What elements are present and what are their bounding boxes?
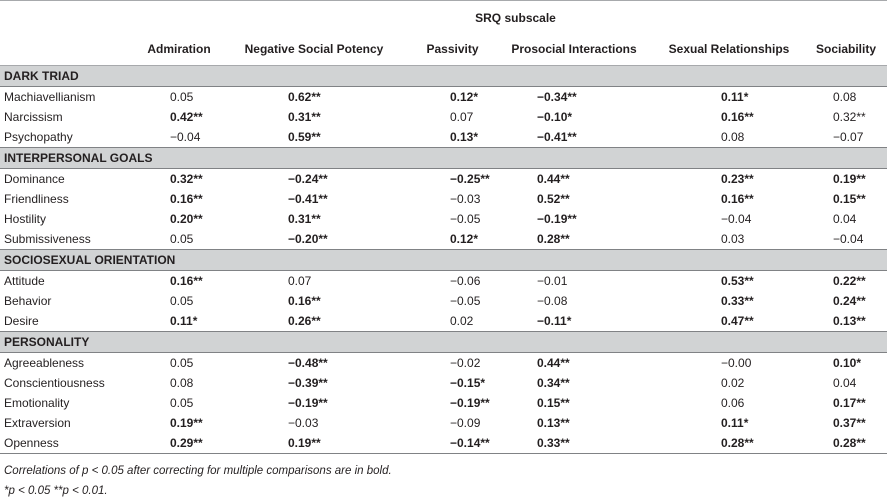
table-cell: 0.29**: [140, 433, 218, 454]
table-cell: 0.28**: [537, 232, 570, 246]
section-title: PERSONALITY: [0, 332, 887, 353]
table-cell: −0.14**: [410, 433, 495, 454]
table-cell: 0.05: [170, 396, 194, 410]
table-cell: −0.19**: [288, 396, 328, 410]
table-row: [0, 413, 887, 433]
table-cell: −0.07: [833, 130, 864, 144]
row-label: Narcissism: [4, 110, 63, 124]
section-title: SOCIOSEXUAL ORIENTATION: [0, 250, 887, 271]
table-cell: 0.16**: [721, 192, 754, 206]
table-cell: 0.31**: [288, 110, 321, 124]
table-cell: −0.00: [721, 356, 752, 370]
row-label: Openness: [0, 433, 140, 454]
table-cell: 0.34**: [537, 376, 570, 390]
table-cell: 0.33**: [721, 294, 754, 308]
table-cell: 0.08: [170, 376, 194, 390]
table-cell: 0.42**: [170, 110, 203, 124]
super-header-row: [0, 3, 887, 33]
column-header-prosocial-interactions: Prosocial Interactions: [495, 33, 653, 66]
table-row: [0, 87, 887, 108]
super-header: SRQ subscale: [475, 10, 556, 25]
table-cell: 0.47**: [721, 314, 754, 328]
row-label: Extraversion: [4, 416, 71, 430]
table-row: [0, 291, 887, 311]
column-header-sociability: Sociability: [805, 33, 887, 66]
table-cell: 0.12*: [450, 90, 479, 104]
table-cell: 0.17**: [833, 396, 866, 410]
table-row: [0, 271, 887, 292]
row-header-blank-2: [0, 33, 140, 66]
column-header-passivity: Passivity: [410, 33, 495, 66]
table-cell: 0.53**: [721, 274, 754, 288]
table-cell: 0.04: [833, 376, 857, 390]
table-cell: 0.28**: [805, 433, 887, 454]
table-cell: 0.28**: [653, 433, 805, 454]
table-row: [0, 353, 887, 374]
table-cell: 0.05: [170, 232, 194, 246]
table-cell: 0.33**: [495, 433, 653, 454]
row-label: Friendliness: [4, 192, 69, 206]
table-body: [0, 66, 887, 454]
table-cell: 0.31**: [288, 212, 321, 226]
section-header-row: [0, 148, 887, 169]
table-cell: 0.44**: [537, 172, 570, 186]
section-header-row: [0, 250, 887, 271]
table-cell: 0.07: [288, 274, 312, 288]
table-cell: 0.13*: [450, 130, 479, 144]
table-cell: 0.59**: [288, 130, 321, 144]
table-cell: 0.22**: [833, 274, 866, 288]
table-cell: 0.11*: [721, 90, 749, 104]
row-label: Hostility: [4, 212, 47, 226]
table-cell: 0.20**: [170, 212, 203, 226]
table-cell: 0.52**: [537, 192, 570, 206]
table-cell: −0.05: [450, 294, 481, 308]
table-cell: 0.15**: [833, 192, 866, 206]
table-cell: 0.05: [170, 294, 194, 308]
table-cell: 0.03: [721, 232, 745, 246]
note-bold-explanation: Correlations of p < 0.05 after correcting for multiple comparisons are in bold.: [4, 465, 392, 477]
row-label: Attitude: [4, 274, 45, 288]
column-header-admiration: Admiration: [140, 33, 218, 66]
table-row: [0, 209, 887, 229]
row-label: Agreeableness: [4, 356, 85, 370]
row-label: Submissiveness: [4, 232, 91, 246]
table-cell: −0.04: [170, 130, 201, 144]
table-cell: 0.02: [721, 376, 745, 390]
row-header-blank: [0, 3, 140, 33]
note-significance: *p < 0.05 **p < 0.01.: [4, 485, 108, 497]
table-cell: −0.03: [288, 416, 319, 430]
table-cell: −0.20**: [288, 232, 328, 246]
row-label: Psychopathy: [4, 130, 73, 144]
table-cell: −0.24**: [288, 172, 328, 186]
table-cell: −0.15*: [450, 376, 486, 390]
table-cell: 0.13**: [833, 314, 866, 328]
table-cell: 0.05: [170, 90, 194, 104]
table-cell: 0.16**: [288, 294, 321, 308]
section-header-row: [0, 332, 887, 353]
table-cell: −0.25**: [450, 172, 490, 186]
row-label: Conscientiousness: [4, 376, 105, 390]
table-cell: 0.16**: [721, 110, 754, 124]
table-cell: 0.62**: [288, 90, 321, 104]
column-header-negative-social-potency: Negative Social Potency: [218, 33, 410, 66]
row-label: Machiavellianism: [4, 90, 96, 104]
table-cell: 0.24**: [833, 294, 866, 308]
table-cell: −0.08: [537, 294, 568, 308]
table-cell: −0.41**: [288, 192, 328, 206]
table-cell: 0.13**: [537, 416, 570, 430]
table-cell: 0.15**: [537, 396, 570, 410]
table-cell: −0.06: [450, 274, 481, 288]
table-notes: [4, 461, 392, 501]
table-cell: −0.04: [833, 232, 864, 246]
table-cell: 0.19**: [170, 416, 203, 430]
row-label: Desire: [4, 314, 39, 328]
table-cell: 0.37**: [833, 416, 866, 430]
table-row: [0, 229, 887, 250]
section-header-row: [0, 66, 887, 87]
table-cell: −0.34**: [537, 90, 577, 104]
table-cell: −0.03: [450, 192, 481, 206]
section-title: INTERPERSONAL GOALS: [0, 148, 887, 169]
table-cell: −0.01: [537, 274, 568, 288]
table-cell: 0.08: [833, 90, 857, 104]
table-cell: −0.48**: [288, 356, 328, 370]
table-cell: 0.23**: [721, 172, 754, 186]
table-cell: 0.12*: [450, 232, 479, 246]
table-cell: 0.06: [721, 396, 745, 410]
table-cell: 0.11*: [721, 416, 749, 430]
table-cell: 0.19**: [833, 172, 866, 186]
column-header-sexual-relationships: Sexual Relationships: [653, 33, 805, 66]
table-row: [0, 169, 887, 190]
table-cell: −0.11*: [537, 314, 572, 328]
table-row: [0, 433, 887, 454]
table-cell: 0.05: [170, 356, 194, 370]
table-row: [0, 311, 887, 332]
table-row: [0, 189, 887, 209]
table-cell: 0.02: [450, 314, 474, 328]
table-cell: 0.32**: [833, 110, 866, 124]
table-cell: −0.10*: [537, 110, 573, 124]
table-cell: 0.04: [833, 212, 857, 226]
table-cell: −0.02: [450, 356, 481, 370]
row-label: Behavior: [4, 294, 52, 308]
table-cell: 0.16**: [170, 192, 203, 206]
table-cell: 0.11*: [170, 314, 198, 328]
table-cell: 0.07: [450, 110, 474, 124]
table-cell: −0.39**: [288, 376, 328, 390]
table-cell: 0.44**: [537, 356, 570, 370]
table-cell: 0.26**: [288, 314, 321, 328]
table-row: [0, 127, 887, 148]
table-cell: −0.41**: [537, 130, 577, 144]
table-cell: −0.19**: [450, 396, 490, 410]
table-cell: −0.19**: [537, 212, 577, 226]
table-row: [0, 393, 887, 413]
row-label: Dominance: [4, 172, 65, 186]
row-label: Emotionality: [4, 396, 70, 410]
column-header-row: [0, 33, 887, 66]
table-cell: 0.16**: [170, 274, 203, 288]
table-cell: −0.09: [450, 416, 481, 430]
table-cell: −0.04: [721, 212, 752, 226]
table-cell: 0.08: [721, 130, 745, 144]
table-row: [0, 107, 887, 127]
table-cell: 0.32**: [170, 172, 203, 186]
section-title: DARK TRIAD: [0, 66, 887, 87]
table-cell: −0.05: [450, 212, 481, 226]
table-cell: 0.19**: [218, 433, 410, 454]
table-cell: 0.10*: [833, 356, 862, 370]
table-row: [0, 373, 887, 393]
